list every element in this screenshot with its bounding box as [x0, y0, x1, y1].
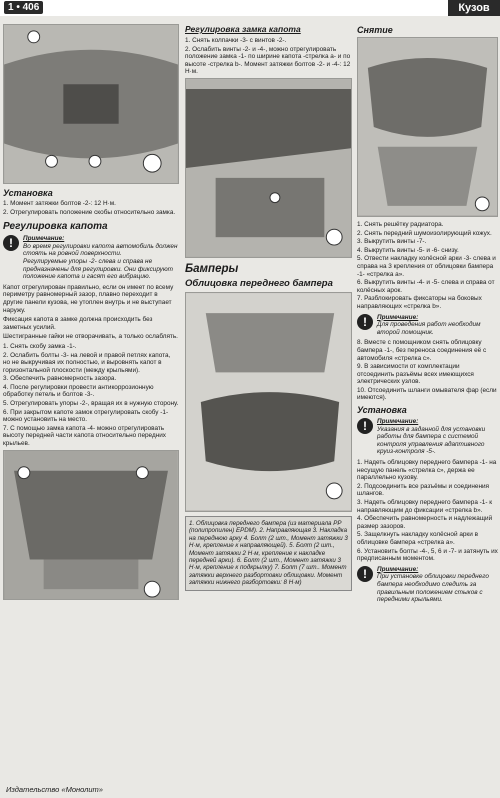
install-step-r5: 5. Защелкнуть накладку колёсной арки в облицовке бампера «стрелка а». — [357, 531, 478, 546]
install-steps-right — [357, 459, 498, 563]
note-text: Указания в заданной для установки работы для бампера с системой контроля управления адаптивного круиз-контроля -5-. — [377, 425, 486, 456]
removal-note — [357, 314, 498, 337]
install-title-right: Установка — [357, 405, 407, 416]
removal-illustration — [358, 38, 497, 216]
adjust-para-3: Шестигранные гайки не отворачивать, а только ослаблять. — [3, 333, 178, 341]
note-icon: ! — [357, 418, 373, 434]
removal-step-2: 2. Снять передний шумоизолирующий кожух. — [357, 229, 492, 237]
install-step-1: 1. Момент затяжки болтов -2-: 12 Н·м. — [3, 200, 116, 207]
removal-steps-2 — [357, 339, 498, 402]
lock-figure — [185, 78, 352, 258]
lock-illustration — [186, 79, 351, 257]
bumper-caption-text: 1. Облицовка переднего бампера (из материала PP (полипропилен) EPDM). 2. Направляющая 3. Накладка на переднюю арку 4. Болт (2 шт., Момент затяжки 3 Н·м, крепление к направляющей). 5. Болт (2 шт., Момент затяжки 2 Н·м, крепление к накладке передней арки). 6. Болт (2 шт., Момент затяжки 3 Н·м, крепление к подкрылку) 7. Болт (7 шт.. Момент затяжки верхнего разбортовки облицовки. Момент затяжки нижнего разбортовки: 8 Н·м) — [189, 519, 348, 587]
column-middle — [185, 22, 352, 780]
install-step-r2: 2. Подсоединить все разъёмы и соединения шлангов. — [357, 482, 490, 498]
note-text: При установке облицовки переднего бампера необходимо следить за правильным положением стыков с передними крыльями. — [377, 573, 489, 604]
lock-steps — [185, 37, 352, 76]
adjust-para-1: Капот отрегулирован правильно, если он имеет по всему периметру равномерный зазор, плавно переходит в другие панели кузова, не утоплен внутрь и не выступает наружу. — [3, 283, 174, 314]
note-icon: ! — [357, 314, 373, 330]
column-left — [3, 22, 179, 780]
hood-hinge-illustration — [4, 451, 178, 599]
lock-step-1: 1. Снять колпачки -3- с винтов -2-. — [185, 37, 287, 44]
hood-lock-figure — [3, 24, 179, 184]
removal-step-1: 1. Снять решётку радиатора. — [357, 221, 444, 228]
removal-step-9: 9. В зависимости от комплектации отсоединить разъёмы всех имеющихся электрических узлов. — [357, 363, 474, 386]
page-number: 1 • 406 — [4, 1, 43, 14]
column-right — [357, 22, 498, 780]
adjust-title: Регулировка капота — [3, 221, 108, 233]
removal-step-4: 4. Выкрутить винты -5- и -6- снизу. — [357, 246, 459, 254]
hood-lock-illustration — [4, 25, 178, 183]
bumper-caption — [185, 516, 352, 591]
note-title: Примечание: — [377, 313, 419, 321]
note-title: Примечание: — [377, 418, 419, 426]
install-step-r1: 1. Надеть облицовку переднего бампера -1- на несущую панель «стрелка с», держа ее параллельно кузову. — [357, 459, 497, 482]
install-steps — [3, 200, 179, 216]
section-tab: Кузов — [448, 0, 500, 16]
lock-step-2: 2. Ослабить винты -2- и -4-, можно отрегулировать положение замка -1- по ширине капота -стрелка а- и по высоте -стрелка b-. Момент затяжки болтов -2- и -4-: 12 Н·м. — [185, 45, 351, 76]
removal-step-6: 6. Выкрутить винты -4- и -5- слева и справа от колёсных арок. — [357, 279, 495, 294]
publisher-footer: Издательство «Монолит» — [6, 785, 103, 794]
removal-step-7: 7. Разблокировать фиксаторы на боковых направляющих «стрелка b». — [357, 295, 482, 310]
bumper-title: Облицовка переднего бампера — [185, 277, 333, 289]
note-text: Во время регулировки капота автомобиль должен стоять на ровной поверхности. — [23, 242, 178, 258]
lock-title: Регулировка замка капота — [185, 24, 301, 34]
adjust-step-6: 6. При закрытом капоте замок отрегулировать скобу -1- можно установить на место. — [3, 408, 169, 424]
hood-hinge-figure — [3, 450, 179, 600]
note-title: Примечание: — [377, 565, 419, 573]
removal-step-5: 5. Отвести накладку колёсной арки -3- слева и справа на 3 крепления от облицовки бампера -1- «стрелка а». — [357, 255, 496, 278]
final-note — [357, 566, 498, 604]
removal-steps — [357, 221, 498, 311]
note-icon: ! — [3, 235, 19, 251]
note-icon: ! — [357, 566, 373, 582]
bumper-figure — [185, 292, 352, 512]
install-step-r6: 6. Установить болты -4-, 5, 6 и -7- и затянуть их предписанным моментом. — [357, 547, 498, 563]
note-text-2: Регулируемые упоры -2- слева и справа не предназначены для регулировки. Они фиксируют положение капота и гасят его вибрацию. — [23, 257, 173, 281]
page-header — [0, 0, 500, 16]
removal-title: Снятие — [357, 25, 393, 35]
install-step-r4: 4. Обеспечить равномерность и надлежащий размер зазоров. — [357, 515, 493, 530]
removal-step-8: 8. Вместе с помощником снять облицовку бампера -1-, без переноса соединения её с автомобиля «стрелка с». — [357, 339, 487, 362]
removal-step-3: 3. Выкрутить винты -7-. — [357, 238, 427, 246]
adjust-step-5: 5. Отрегулировать упоры -2-, вращая их в нужную сторону. — [3, 400, 179, 408]
adjust-step-4: 4. После регулировки провести антикоррозионную обработку петель и болтов -3-. — [3, 383, 154, 399]
removal-figure — [357, 37, 498, 217]
install-note — [357, 418, 498, 456]
adjust-step-2: 2. Ослабить болты -3- на левой и правой петлях капота, но не выкручивая их полностью, и выровнять капот в горизонтальной плоскости (между крыльями). — [3, 351, 171, 374]
adjust-step-7: 7. С помощью замка капота -4- можно отрегулировать высоту передней части капота относительно передних крыльев. — [3, 424, 166, 448]
note-title: Примечание: — [23, 235, 65, 243]
install-title: Установка — [3, 188, 53, 198]
install-step-2: 2. Отрегулировать положение скобы относительно замка. — [3, 208, 176, 216]
adjust-steps — [3, 343, 179, 448]
adjust-note — [3, 235, 179, 281]
removal-step-10: 10. Отсоединить шланги омывателя фар (если имеются). — [357, 386, 497, 402]
note-text: Для проведения работ необходим второй помощник. — [377, 321, 481, 336]
bampers-heading: Бамперы — [185, 262, 239, 275]
adjust-step-1: 1. Снять скобу замка -1-. — [3, 342, 77, 350]
adjust-step-3: 3. Обеспечить равномерность зазора. — [3, 375, 117, 383]
adjust-para-2: Фиксация капота в замке должна происходить без заметных усилий. — [3, 316, 153, 331]
install-step-r3: 3. Надеть облицовку переднего бампера -1- к направляющим до фиксации «стрелка b». — [357, 499, 493, 514]
bumper-exploded-illustration — [186, 293, 351, 511]
